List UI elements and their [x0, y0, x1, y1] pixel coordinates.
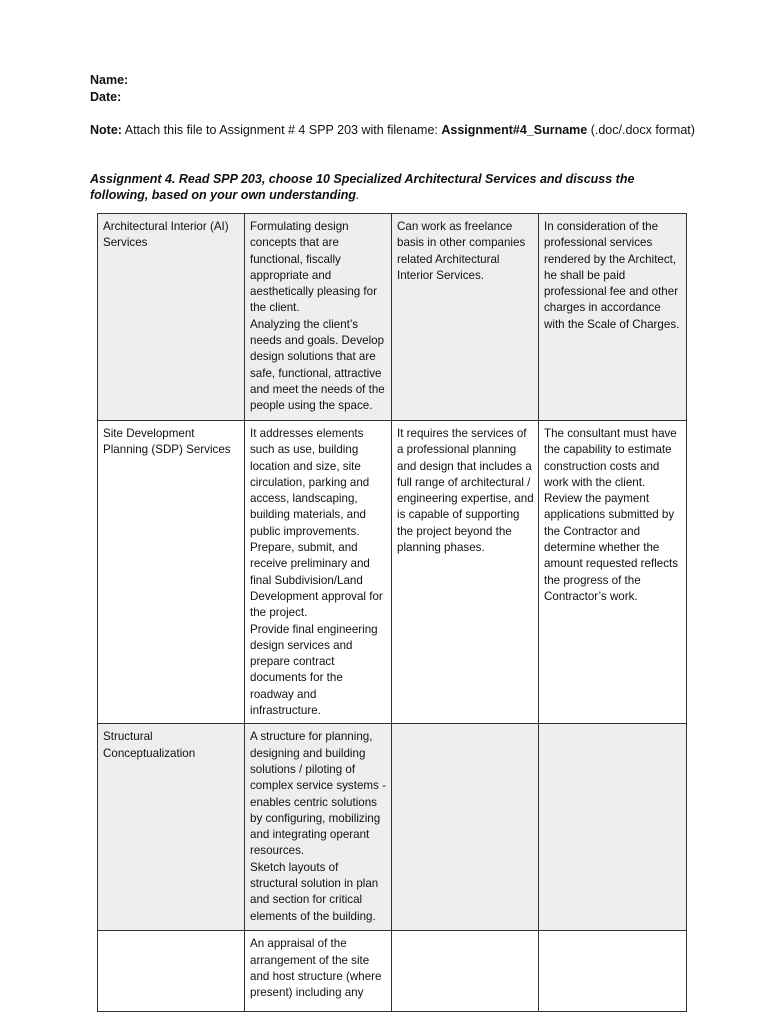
compensation-cell: [539, 724, 687, 931]
service-cell: Architectural Interior (AI) Services: [98, 214, 245, 421]
date-label: Date:: [90, 90, 122, 104]
assignment-instructions: [90, 171, 690, 203]
service-cell: Site Development Planning (SDP) Services: [98, 421, 245, 724]
note-line: [90, 122, 695, 138]
table-row: [98, 421, 687, 724]
description-cell: [245, 421, 392, 724]
assignment-text: Assignment 4. Read SPP 203, choose 10 Specialized Architectural Services and discuss the following, based on your own understanding: [90, 172, 635, 202]
student-info: [90, 72, 128, 106]
table-row: [98, 724, 687, 931]
practice-cell: [392, 724, 539, 931]
note-format: (.doc/.docx format): [587, 123, 695, 137]
description-cell: [245, 724, 392, 931]
practice-cell: [392, 931, 539, 1012]
practice-cell: Can work as freelance basis in other companies related Architectural Interior Services.: [392, 214, 539, 421]
note-text: Attach this file to Assignment # 4 SPP 203 with filename:: [121, 123, 442, 137]
name-label: Name:: [90, 73, 129, 87]
compensation-text: The consultant must have the capability to estimate construction costs and work with the client. Review the payment applications submitted by the Contractor and determine whether the amount requested reflects the progress of the Contractor’s work.: [544, 427, 679, 603]
description-text: It addresses elements such as use, building location and size, site circulation, parking and access, landscaping, building materials, and public improvements. Prepare, submit, and receive preliminary and final Subdivision/Land Development approval for the project. Provide final engineering design services and prepare contract documents for the roadway and infrastructure.: [250, 427, 383, 718]
compensation-cell: [539, 421, 687, 724]
note-label: Note:: [90, 123, 122, 137]
compensation-cell: In consideration of the professional services rendered by the Architect, he shall be paid professional fee and other charges in accordance with the Scale of Charges.: [539, 214, 687, 421]
description-text: Formulating design concepts that are functional, fiscally appropriate and aesthetically pleasing for the client. Analyzing the client’s needs and goals. Develop design solutions that are safe, functional, attractive and meet the needs of the people using the space.: [250, 220, 385, 413]
description-cell: An appraisal of the arrangement of the site and host structure (where present) including any: [245, 931, 392, 1012]
services-table: [97, 213, 687, 1012]
table-row: [98, 931, 687, 1012]
table-row: [98, 214, 687, 421]
description-cell: [245, 214, 392, 421]
compensation-cell: [539, 931, 687, 1012]
note-filename: Assignment#4_Surname: [441, 123, 588, 137]
assignment-tail: .: [355, 188, 360, 202]
service-cell: [98, 931, 245, 1012]
service-cell: Structural Conceptualization: [98, 724, 245, 931]
practice-cell: It requires the services of a professional planning and design that includes a full range of architectural / engineering expertise, and is capable of supporting the project beyond the planning phases.: [392, 421, 539, 724]
description-text: A structure for planning, designing and building solutions / piloting of complex service systems - enables centric solutions by configuring, mobilizing and integrating operant resources. Sketch layouts of structural solution in plan and section for critical elements of the building.: [250, 730, 386, 923]
